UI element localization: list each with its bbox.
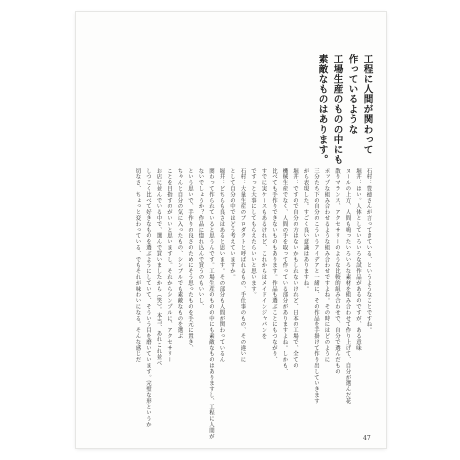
body-line: 関わって作られていると思うんです。工場生産のものの中にも素敵なものはありますし、工程に人間が (207, 168, 214, 440)
body-line: ヌールの上方、人間も鳴ったいろいろな素材を組み合わせて作り上げて、自分が選んだ花 (344, 168, 351, 404)
body-line: として自分の中ではどう考えていますか。 (228, 168, 235, 281)
body-line: 堀井：どちらも良さはあると思います。その部分も人間が関わっているん (218, 168, 225, 363)
page-number: 47 (363, 435, 371, 442)
body-line: お店に並んでいる中で、選んで買いましたから（笑）。本当、あれこれ並べ (155, 168, 162, 366)
body-line: 堀井：ですので自分の方はないかもしれないけれど、日本の工場で、全ての (291, 168, 298, 369)
body-line: 散りマランス、アクセサリーのような比較的組み合わせで、自分で選んだもの (333, 168, 340, 375)
body-line: 三分たち下の自分のこういうアイデアと一緒に、その作品を手掛けて作り出していきます (312, 168, 319, 404)
body-line: という思いで、手作りの良さのためにそう思ったものを手元に置き、 (186, 168, 193, 351)
body-line: すでに実ケースもあるけれど、これからはメイドインジャパンを (260, 168, 267, 340)
heading-line: 作っているような (346, 54, 358, 135)
book-page (76, 12, 386, 448)
heading-line: 素敵なものはあります。 (316, 54, 328, 165)
body-line: 比べても手作りできないものもあります。作品も選ぶことにもつながり、 (270, 168, 277, 363)
body-line: ですっと大事にしてもらえたらいいと思います。 (249, 168, 256, 298)
heading-line: 工程に人間が関わって (361, 54, 373, 155)
body-line: 石村：大量生産のプロダクトと呼ばれるもの、手仕事のもの、その違いに (239, 168, 246, 363)
body-line: 堀井：はい。人体としていろいろな試作品があるのですが、ある意味 (354, 168, 361, 351)
body-line: しつこく比べて好きなものを選ぶようにしていて、そういう目を磨いています。完璧な形というか (144, 168, 151, 428)
body-line: ないでしょうか？作品に惚れ込んで買うのもいいし、 (197, 168, 204, 310)
body-line: 機械生産でなく、人間の手を取って作っている部分がありますよね。しかも、 (281, 168, 288, 375)
body-line: ポップな組み合わせるような組み合わせですよね。その時にはどのように (323, 168, 330, 363)
body-line: 切なさ、ちょっと変わっている、でもそれが味わいになる。そんな感じだ (134, 168, 141, 363)
body-line: ことを目指すのがいいと思いますし。それからシンプルに、アクセサリー (165, 168, 172, 363)
heading-line: 工場生産のものの中にも (331, 54, 343, 165)
body-line: 石村：豊徳さんが言ってきている、というようなことですね。 (365, 168, 372, 334)
body-line: がら表現した。すごく良い意識はありますね。 (302, 168, 309, 292)
body-line: ちゃんと自分の気に入ったもの、シンプルでも素敵なものを選ぶ (176, 168, 183, 340)
